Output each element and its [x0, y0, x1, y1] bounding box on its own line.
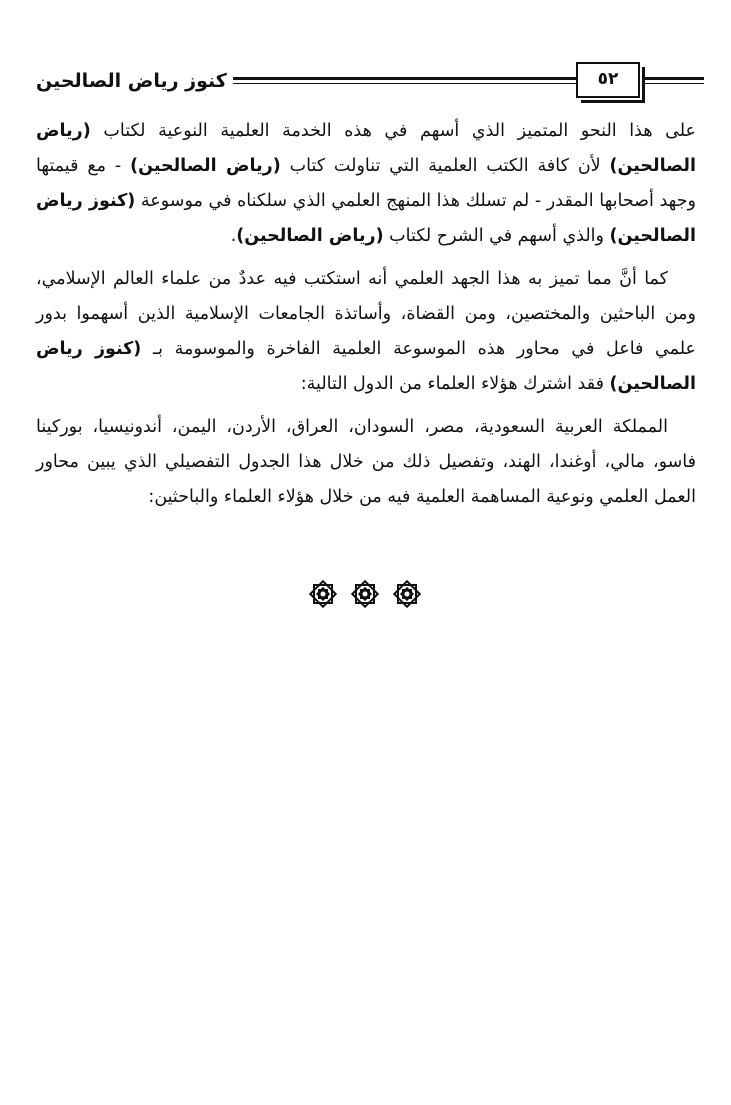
star-ornament-icon — [307, 578, 339, 610]
text-segment: على هذا النحو المتميز الذي أسهم في هذه الخدمة العلمية النوعية لكتاب — [90, 121, 696, 141]
running-title: كنوز رياض الصالحين — [36, 70, 227, 92]
text-segment: فقد اشترك هؤلاء العلماء من الدول التالية: — [300, 374, 610, 394]
section-end-ornaments — [300, 578, 430, 618]
text-segment: والذي أسهم في الشرح لكتاب — [383, 226, 610, 246]
body-text — [36, 114, 696, 515]
paragraph-1 — [36, 114, 696, 254]
text-segment: لأن كافة الكتب العلمية التي تناولت كتاب — [280, 156, 610, 176]
running-header — [28, 62, 704, 102]
text-segment: كما أنَّ مما تميز به هذا الجهد العلمي أنه استكتب فيه عددٌ من علماء العالم الإسلامي، ومن الباحثين والمختصين، ومن القضاة، وأساتذة الجامعات الإسلامية الذين أسهموا بدور علمي فاعل في محاور هذه الموسوعة العلمية الفاخرة والموسومة بـ — [36, 269, 696, 359]
paragraph-3 — [36, 410, 696, 515]
book-title: (كنوز رياض الصالحين) — [36, 191, 696, 246]
book-title: (كنوز رياض الصالحين) — [36, 339, 696, 394]
text-segment: - مع قيمتها وجهد أصحابها المقدر - لم تسلك هذا المنهج العلمي الذي سلكناه في موسوعة — [36, 156, 697, 211]
star-ornament-icon — [391, 578, 423, 610]
book-title: (رياض الصالحين) — [36, 121, 696, 176]
text-segment: المملكة العربية السعودية، مصر، السودان، العراق، الأردن، اليمن، أندونيسيا، بوركينا فاسو، مالي، أوغندا، الهند، وتفصيل ذلك من خلال هذا الجدول التفصيلي الذي يبين محاور العمل العلمي ونوعية المساهمة العلمية فيه من خلال هؤلاء العلماء والباحثين: — [36, 417, 696, 507]
page-number: ٥٢ — [597, 69, 619, 89]
header-rule-right — [642, 77, 704, 80]
text-segment: . — [230, 226, 237, 246]
book-title: (رياض الصالحين) — [130, 156, 281, 176]
book-title: (رياض الصالحين) — [236, 226, 384, 246]
header-rule-thin — [233, 83, 578, 84]
star-ornament-icon — [349, 578, 381, 610]
paragraph-2 — [36, 262, 696, 402]
header-rule — [233, 77, 578, 80]
header-rule-right-thin — [642, 83, 704, 84]
